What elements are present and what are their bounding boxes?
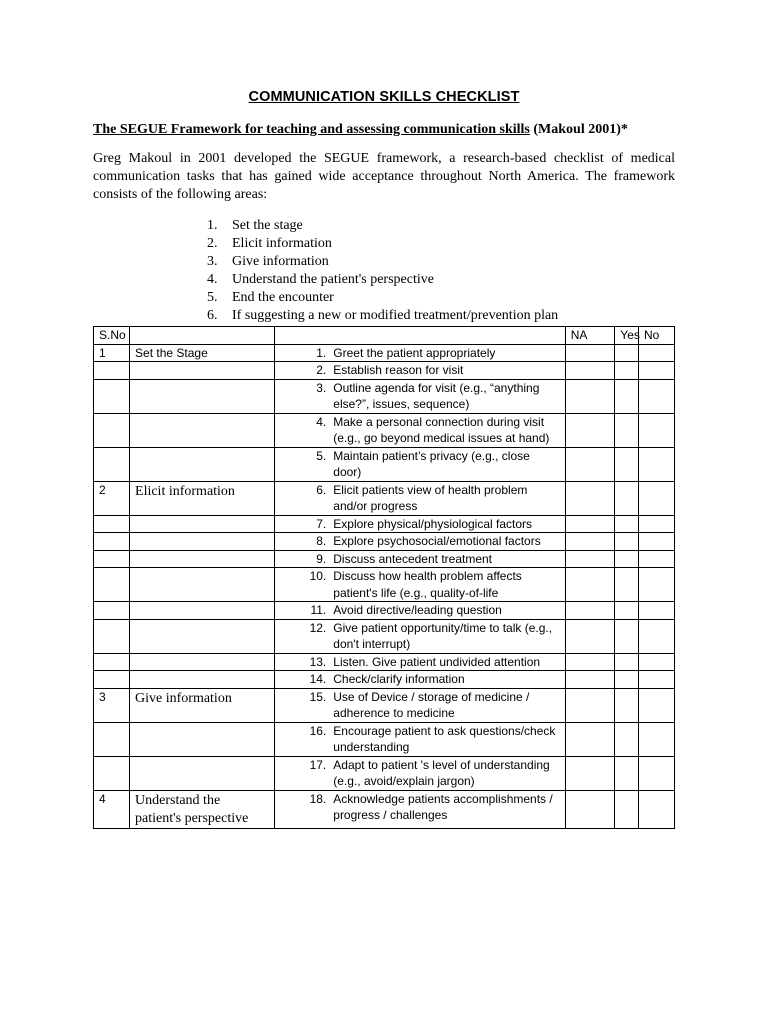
row-no-cell[interactable] (638, 379, 674, 413)
row-area (130, 550, 275, 568)
row-no-cell[interactable] (638, 619, 674, 653)
header-yes: Yes (615, 327, 639, 345)
row-yes-cell[interactable] (615, 619, 639, 653)
row-no-cell[interactable] (638, 413, 674, 447)
subtitle-citation: (Makoul 2001)* (529, 122, 628, 137)
row-sno (94, 362, 130, 380)
area-item: 4. Understand the patient's perspective (207, 272, 434, 287)
task-number: 7. (316, 516, 327, 531)
row-area (130, 481, 275, 515)
table-row (94, 619, 675, 653)
task-text: Make a personal connection during visit (e.g., go beyond medical issues at hand) (333, 414, 550, 445)
row-task (275, 533, 566, 551)
row-area-label: Give information (135, 690, 232, 706)
row-sno (94, 533, 130, 551)
task-number: 3. (316, 380, 327, 395)
row-task (275, 653, 566, 671)
row-task (275, 602, 566, 620)
row-task (275, 413, 566, 447)
areas-list (207, 217, 558, 325)
task-number: 15. (309, 689, 327, 704)
row-yes-cell[interactable] (615, 688, 639, 722)
table-row (94, 362, 675, 380)
task-number: 12. (309, 620, 327, 635)
row-yes-cell[interactable] (615, 344, 639, 362)
row-yes-cell[interactable] (615, 722, 639, 756)
task-text: Greet the patient appropriately (333, 345, 496, 360)
table-row (94, 550, 675, 568)
row-sno (94, 756, 130, 790)
row-no-cell[interactable] (638, 550, 674, 568)
row-area-label: Set the Stage (135, 345, 208, 360)
row-no-cell[interactable] (638, 481, 674, 515)
row-sno (94, 653, 130, 671)
task-number: 2. (316, 363, 327, 377)
task-text: Outline agenda for visit (e.g., “anything else?”, issues, sequence) (333, 380, 540, 411)
row-no-cell[interactable] (638, 722, 674, 756)
row-sno (94, 515, 130, 533)
row-yes-cell[interactable] (615, 550, 639, 568)
task-text: Discuss how health problem affects patient's life (e.g., quality-of-life (333, 569, 522, 600)
document-title: COMMUNICATION SKILLS CHECKLIST (248, 89, 520, 105)
row-task (275, 619, 566, 653)
row-area (130, 619, 275, 653)
row-sno: 4 (94, 790, 130, 828)
row-area-label: Elicit information (135, 483, 235, 499)
row-task (275, 722, 566, 756)
row-na-cell[interactable] (565, 568, 615, 602)
task-text: Check/clarify information (333, 672, 465, 686)
table-row (94, 790, 675, 828)
row-area (130, 790, 275, 828)
task-number: 9. (316, 551, 327, 566)
task-text: Avoid directive/leading question (333, 603, 502, 617)
row-area (130, 447, 275, 481)
row-yes-cell[interactable] (615, 602, 639, 620)
table-row (94, 379, 675, 413)
task-number: 4. (316, 414, 327, 429)
table-row (94, 515, 675, 533)
task-number: 11. (310, 603, 327, 617)
row-na-cell[interactable] (565, 447, 615, 481)
table-row (94, 481, 675, 515)
row-task (275, 362, 566, 380)
row-area (130, 533, 275, 551)
task-number: 6. (316, 482, 327, 497)
row-na-cell[interactable] (565, 362, 615, 380)
row-area (130, 602, 275, 620)
row-sno (94, 568, 130, 602)
row-na-cell[interactable] (565, 722, 615, 756)
row-area (130, 413, 275, 447)
row-no-cell[interactable] (638, 790, 674, 828)
row-sno (94, 447, 130, 481)
row-na-cell[interactable] (565, 790, 615, 828)
row-task (275, 688, 566, 722)
row-task (275, 756, 566, 790)
table-row (94, 568, 675, 602)
row-no-cell[interactable] (638, 653, 674, 671)
header-task (275, 327, 566, 345)
row-no-cell[interactable] (638, 671, 674, 689)
row-area (130, 756, 275, 790)
row-yes-cell[interactable] (615, 653, 639, 671)
header-area (130, 327, 275, 345)
row-area (130, 688, 275, 722)
row-na-cell[interactable] (565, 756, 615, 790)
row-no-cell[interactable] (638, 533, 674, 551)
area-item: 6. If suggesting a new or modified treatment/prevention plan (207, 308, 559, 323)
row-sno (94, 722, 130, 756)
row-area (130, 671, 275, 689)
table-row (94, 413, 675, 447)
row-na-cell[interactable] (565, 515, 615, 533)
row-no-cell[interactable] (638, 515, 674, 533)
row-sno (94, 619, 130, 653)
row-sno (94, 602, 130, 620)
row-sno: 3 (94, 688, 130, 722)
row-sno (94, 550, 130, 568)
table-row (94, 722, 675, 756)
row-na-cell[interactable] (565, 379, 615, 413)
table-row (94, 344, 675, 362)
task-text: Acknowledge patients accomplishments / progress / challenges (333, 791, 553, 822)
row-yes-cell[interactable] (615, 481, 639, 515)
row-na-cell[interactable] (565, 413, 615, 447)
row-no-cell[interactable] (638, 344, 674, 362)
row-task (275, 568, 566, 602)
task-number: 10. (309, 569, 327, 583)
row-sno: 1 (94, 344, 130, 362)
row-yes-cell[interactable] (615, 379, 639, 413)
table-row (94, 671, 675, 689)
row-area (130, 722, 275, 756)
subtitle-underlined: The SEGUE Framework for teaching and assessing communication skills (93, 122, 530, 137)
checklist-table (93, 326, 675, 829)
row-sno (94, 413, 130, 447)
row-task (275, 515, 566, 533)
row-sno: 2 (94, 481, 130, 515)
task-number: 16. (309, 723, 327, 738)
framework-subtitle (93, 122, 683, 138)
header-no: No (638, 327, 674, 345)
task-number: 5. (316, 448, 327, 463)
row-yes-cell[interactable] (615, 447, 639, 481)
row-yes-cell[interactable] (615, 790, 639, 828)
row-na-cell[interactable] (565, 550, 615, 568)
area-item: 3. Give information (207, 254, 329, 269)
task-text: Listen. Give patient undivided attention (333, 654, 541, 669)
row-yes-cell[interactable] (615, 568, 639, 602)
row-task (275, 447, 566, 481)
row-no-cell[interactable] (638, 447, 674, 481)
table-row (94, 756, 675, 790)
row-yes-cell[interactable] (615, 362, 639, 380)
task-text: Discuss antecedent treatment (333, 551, 493, 566)
table-row (94, 653, 675, 671)
task-number: 8. (316, 534, 327, 548)
task-text: Maintain patient’s privacy (e.g., close door) (333, 448, 530, 479)
task-text: Explore physical/physiological factors (333, 516, 533, 531)
header-sno: S.No (94, 327, 130, 345)
row-na-cell[interactable] (565, 671, 615, 689)
row-no-cell[interactable] (638, 568, 674, 602)
header-na: NA (565, 327, 615, 345)
row-yes-cell[interactable] (615, 671, 639, 689)
row-na-cell[interactable] (565, 602, 615, 620)
row-task (275, 671, 566, 689)
task-number: 14. (309, 672, 327, 686)
area-item: 1. Set the stage (207, 218, 303, 233)
row-yes-cell[interactable] (615, 413, 639, 447)
row-no-cell[interactable] (638, 602, 674, 620)
task-text: Give patient opportunity/time to talk (e.g., don't interrupt) (333, 620, 553, 651)
row-task (275, 344, 566, 362)
task-number: 17. (309, 757, 327, 772)
task-text: Adapt to patient 's level of understanding (e.g., avoid/explain jargon) (333, 757, 550, 788)
area-item: 5. End the encounter (207, 290, 334, 305)
row-no-cell[interactable] (638, 362, 674, 380)
row-sno (94, 379, 130, 413)
task-text: Establish reason for visit (333, 363, 464, 377)
area-item: 2. Elicit information (207, 236, 332, 251)
row-na-cell[interactable] (565, 533, 615, 551)
table-row (94, 533, 675, 551)
task-text: Use of Device / storage of medicine / adherence to medicine (333, 689, 530, 720)
row-area (130, 568, 275, 602)
row-area (130, 515, 275, 533)
row-task (275, 481, 566, 515)
row-yes-cell[interactable] (615, 533, 639, 551)
row-na-cell[interactable] (565, 653, 615, 671)
row-task (275, 790, 566, 828)
intro-paragraph: Greg Makoul in 2001 developed the SEGUE framework, a research-based checklist of medical communication tasks that has gained wide acceptance throughout North America. The framework consists of the following areas: (93, 151, 675, 202)
row-no-cell[interactable] (638, 756, 674, 790)
row-yes-cell[interactable] (615, 515, 639, 533)
task-text: Explore psychosocial/emotional factors (333, 534, 541, 548)
row-area (130, 379, 275, 413)
row-na-cell[interactable] (565, 619, 615, 653)
table-row (94, 602, 675, 620)
row-na-cell[interactable] (565, 344, 615, 362)
task-text: Elicit patients view of health problem and/or progress (333, 482, 528, 513)
task-number: 1. (316, 345, 327, 360)
task-text: Encourage patient to ask questions/check understanding (333, 723, 556, 754)
row-task (275, 379, 566, 413)
table-row (94, 447, 675, 481)
task-number: 13. (309, 654, 327, 669)
row-area (130, 344, 275, 362)
row-area (130, 362, 275, 380)
task-number: 18. (309, 791, 327, 806)
row-no-cell[interactable] (638, 688, 674, 722)
row-task (275, 550, 566, 568)
row-yes-cell[interactable] (615, 756, 639, 790)
row-area (130, 653, 275, 671)
table-header-row (94, 327, 675, 345)
row-area-label: Understand the patient's perspective (135, 792, 249, 826)
row-na-cell[interactable] (565, 688, 615, 722)
row-sno (94, 671, 130, 689)
row-na-cell[interactable] (565, 481, 615, 515)
table-row (94, 688, 675, 722)
